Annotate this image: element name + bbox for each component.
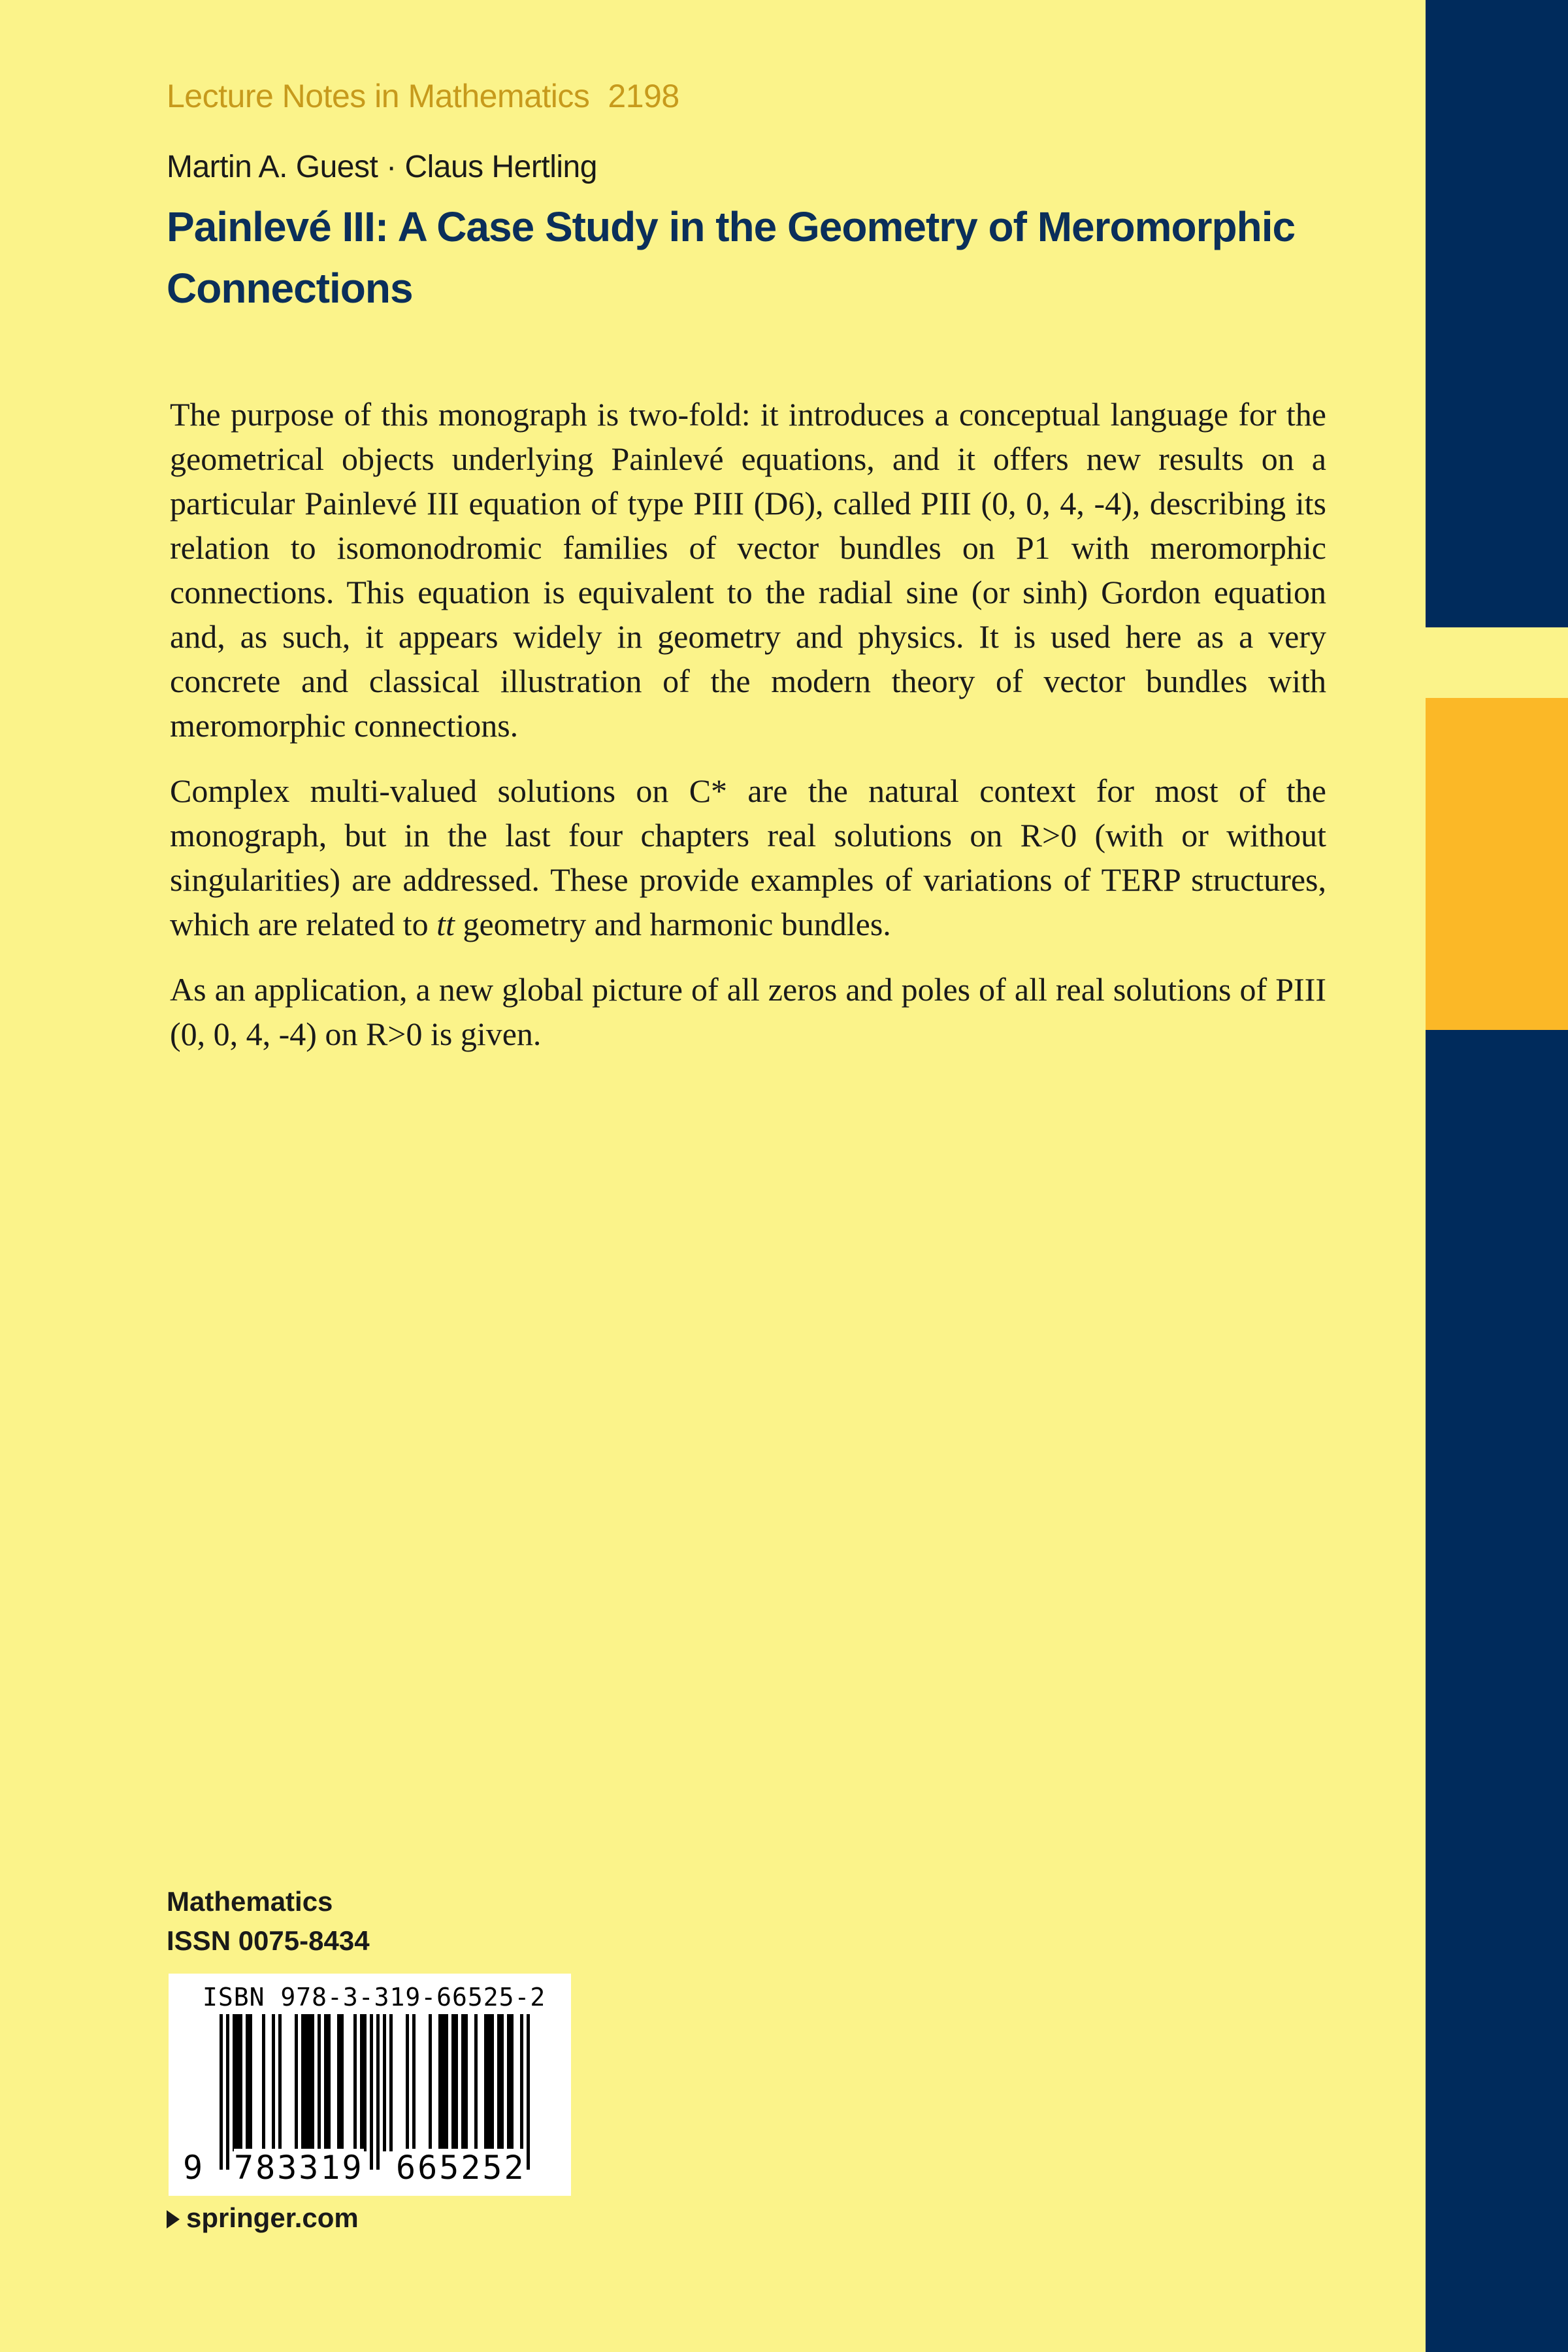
barcode-bar xyxy=(311,2014,314,2151)
blurb-paragraph-2 xyxy=(170,769,1326,946)
barcode-bar xyxy=(246,2014,249,2151)
barcode-bar xyxy=(226,2014,229,2170)
barcode-bar xyxy=(327,2014,331,2151)
barcode-bar xyxy=(484,2014,487,2151)
publisher-link[interactable] xyxy=(167,2202,359,2234)
barcode-bar xyxy=(360,2014,363,2151)
barcode-bar xyxy=(324,2014,327,2151)
publisher-link-label: springer.com xyxy=(186,2202,359,2233)
barcode-bar xyxy=(389,2014,393,2151)
barcode-bar xyxy=(474,2014,478,2151)
ean-digits xyxy=(169,2149,571,2188)
blurb-paragraph-3: As an application, a new global picture of all zeros and poles of all real solutions of PIII (0, 0, 4, -4) on R>0 is given. xyxy=(170,971,1326,1052)
barcode-bar xyxy=(370,2014,373,2170)
blurb xyxy=(170,392,1326,1077)
barcode-bar xyxy=(442,2014,445,2151)
subject-label: Mathematics xyxy=(167,1886,333,1917)
isbn-label: ISBN 978-3-319-66525-2 xyxy=(203,1983,546,2012)
authors: Martin A. Guest · Claus Hertling xyxy=(167,150,597,184)
barcode-bar xyxy=(272,2014,275,2151)
barcode-bar xyxy=(465,2014,468,2151)
barcode-bar xyxy=(340,2014,344,2151)
barcode-bar xyxy=(220,2014,223,2170)
barcode-bar xyxy=(376,2014,380,2170)
barcode-bar xyxy=(500,2014,504,2151)
spine-light-band xyxy=(1426,627,1568,698)
barcode-bar xyxy=(233,2014,236,2151)
barcode-bar xyxy=(295,2014,298,2151)
series-line xyxy=(167,77,679,115)
arrow-right-icon xyxy=(167,2210,180,2228)
barcode-bar xyxy=(451,2014,455,2151)
barcode-bar xyxy=(461,2014,465,2151)
blurb-italic-term: tt xyxy=(436,906,455,942)
series-number: 2198 xyxy=(608,78,679,114)
ean-first-digit: 9 xyxy=(183,2149,205,2187)
barcode-bar xyxy=(236,2014,239,2151)
cover-spine-edge xyxy=(1426,0,1568,2352)
barcode-bar xyxy=(318,2014,321,2151)
blurb-paragraph-2-text: Complex multi-valued solutions on C* are the natural context for most of the monograph, but in the last four chapters real solutions on R>0 (with or without singularities) are addressed. These provide examples of variations of TERP structures, which are related to xyxy=(170,772,1326,942)
barcode-bar xyxy=(278,2014,282,2151)
barcode-bar xyxy=(304,2014,308,2151)
barcode-bar xyxy=(429,2014,432,2151)
barcode-bar xyxy=(520,2014,523,2170)
barcode-bar xyxy=(455,2014,458,2151)
barcode-bar xyxy=(353,2014,357,2151)
barcode-bar xyxy=(497,2014,500,2151)
series-name: Lecture Notes in Mathematics xyxy=(167,78,590,114)
barcode-bar xyxy=(487,2014,491,2151)
barcode-bar xyxy=(491,2014,494,2151)
barcode-bar xyxy=(308,2014,311,2151)
book-title xyxy=(167,196,1382,319)
barcode-bar xyxy=(510,2014,514,2151)
barcode-bar xyxy=(383,2014,386,2151)
spine-gold-band xyxy=(1426,698,1568,1030)
barcode-bar xyxy=(445,2014,448,2151)
barcode-bar xyxy=(239,2014,242,2151)
issn-label: ISSN 0075-8434 xyxy=(167,1925,370,1956)
book-title-line-2: Connections xyxy=(167,265,413,312)
barcode xyxy=(169,1974,571,2196)
barcode-bar xyxy=(337,2014,340,2151)
blurb-paragraph-2-end: geometry and harmonic bundles. xyxy=(454,906,891,942)
blurb-paragraph-1: The purpose of this monograph is two-fold: it introduces a conceptual language for the geometrical objects underlying Painlevé equations, and it offers new results on a particular Painlevé III equation of type PIII (D6), called PIII (0, 0, 4, -4), describing its relation to isomonodromic families of vector bundles on P1 with meromorphic connections. This equation is equivalent to the radial sine (or sinh) Gordon equation and, as such, it appears widely in geometry and physics. It is used here as a very concrete and classical illustration of the modern theory of vector bundles with meromorphic connections. xyxy=(170,396,1326,744)
book-title-line-1: Painlevé III: A Case Study in the Geometry of Meromorphic xyxy=(167,203,1296,250)
barcode-bar xyxy=(438,2014,442,2151)
barcode-bar xyxy=(301,2014,304,2151)
barcode-bar xyxy=(363,2014,367,2151)
subject-block xyxy=(167,1882,370,1961)
ean-right-digits: 665252 xyxy=(396,2149,526,2187)
barcode-bar xyxy=(249,2014,252,2151)
ean-left-digits: 783319 xyxy=(234,2149,364,2187)
barcode-bar xyxy=(406,2014,409,2151)
barcode-bar xyxy=(262,2014,265,2151)
barcode-bar xyxy=(527,2014,530,2170)
barcode-bar xyxy=(412,2014,416,2151)
barcode-bar xyxy=(507,2014,510,2151)
